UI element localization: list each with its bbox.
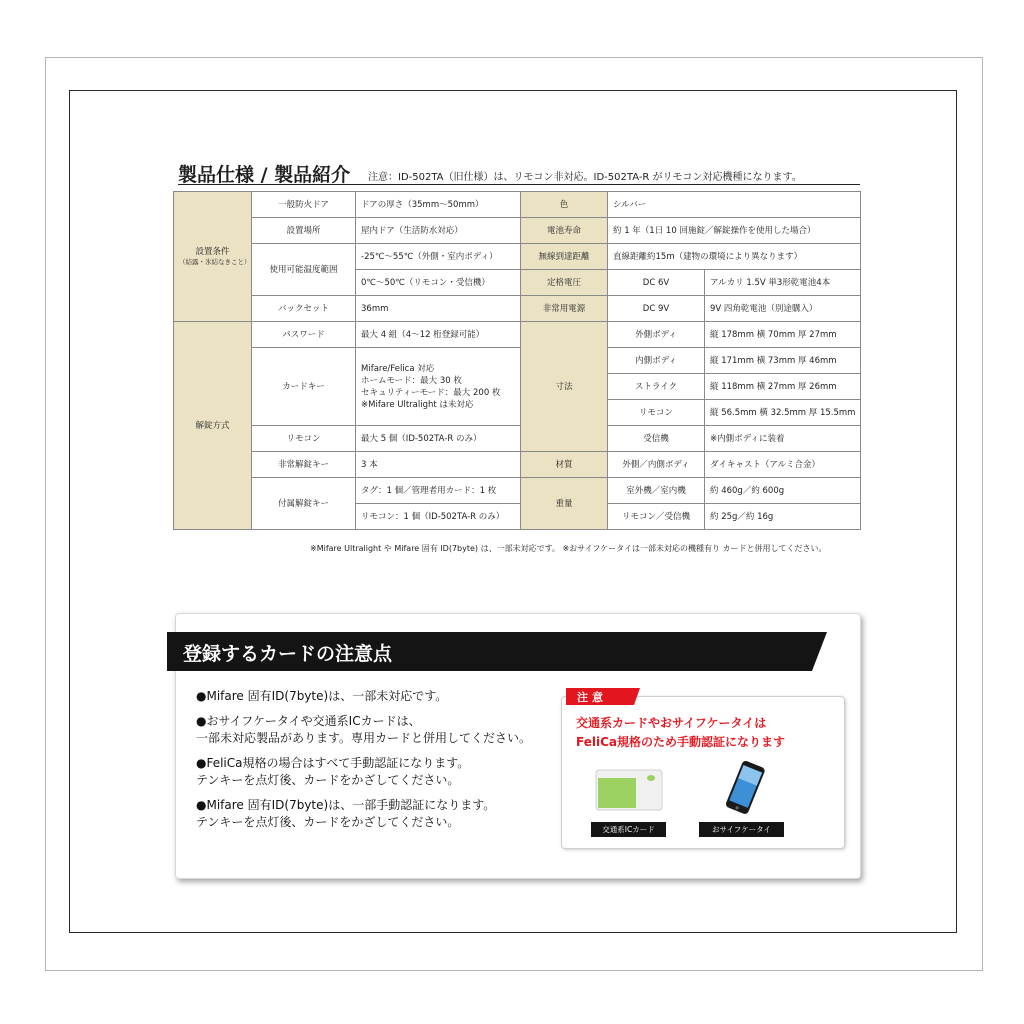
spec-value-cardkey [356, 348, 521, 426]
cardkey-line: セキュリティーモード：最大 200 枚 [361, 387, 501, 398]
table-row [174, 192, 861, 218]
table-row [174, 478, 861, 504]
spec-label: 色 [521, 192, 608, 218]
table-row [174, 452, 861, 478]
table-row [174, 426, 861, 452]
spec-value: -25℃〜55℃（外側・室内ボディ） [356, 244, 521, 270]
spec-value: 縦 171mm 横 73mm 厚 46mm [705, 348, 861, 374]
spec-value: 9V 四角乾電池（別途購入） [705, 296, 861, 322]
table-footnote: ※Mifare Ultralight や Mifare 固有 ID(7byte) は、一部未対応です。 ※おサイフケータイは一部未対応の機種有り カードと併用してください。 [310, 544, 827, 553]
spec-label: パスワード [252, 322, 356, 348]
table-row [174, 218, 861, 244]
title-note: 注意：ID-502TA（旧仕様）は、リモコン非対応。ID-502TA-R がリモコン対応機種になります。 [368, 172, 802, 183]
spec-value: リモコン：1 個（ID-502TA-R のみ） [356, 504, 521, 530]
spec-value: 3 本 [356, 452, 521, 478]
spec-value: 最大 4 組（4〜12 桁登録可能） [356, 322, 521, 348]
spec-label: 電池寿命 [521, 218, 608, 244]
spec-value: 36mm [356, 296, 521, 322]
spec-sublabel: 外側／内側ボディ [608, 452, 705, 478]
spec-value: 直線距離約15m（建物の環境により異なります） [608, 244, 861, 270]
spec-value: ※内側ボディに装着 [705, 426, 861, 452]
spec-label: 寸法 [521, 322, 608, 452]
card-notes-list [196, 688, 566, 839]
spec-value: 縦 56.5mm 横 32.5mm 厚 15.5mm [705, 400, 861, 426]
smartphone-icon [719, 759, 769, 817]
spec-value: シルバー [608, 192, 861, 218]
table-row [174, 244, 861, 270]
page-title: 製品仕様 / 製品紹介 [178, 164, 351, 186]
spec-table [173, 191, 861, 530]
category-unlock: 解錠方式 [174, 322, 252, 530]
spec-label: 一般防火ドア [252, 192, 356, 218]
spec-label: バックセット [252, 296, 356, 322]
cardkey-line: Mifare/Felica 対応 [361, 363, 435, 374]
spec-sublabel: リモコン [608, 400, 705, 426]
spec-sublabel: 受信機 [608, 426, 705, 452]
cardkey-line: ホームモード：最大 30 枚 [361, 375, 462, 386]
spec-sublabel: DC 9V [608, 296, 705, 322]
section-title: 登録するカードの注意点 [183, 643, 393, 665]
spec-sublabel: リモコン／受信機 [608, 504, 705, 530]
spec-value: ダイキャスト（アルミ合金） [705, 452, 861, 478]
table-row [174, 322, 861, 348]
list-item: ●FeliCa規格の場合はすべて手動認証になります。 テンキーを点灯後、カードをかざしてください。 [196, 756, 470, 787]
spec-value: 最大 5 個（ID-502TA-R のみ） [356, 426, 521, 452]
spec-value: アルカリ 1.5V 単3形乾電池4本 [705, 270, 861, 296]
spec-sublabel: 室外機／室内機 [608, 478, 705, 504]
list-item: ●Mifare 固有ID(7byte)は、一部手動認証になります。 テンキーを点灯後、カードをかざしてください。 [196, 798, 496, 829]
list-item: ●おサイフケータイや交通系ICカードは、 一部未対応製品があります。専用カードと併用してください。 [196, 714, 532, 745]
spec-label: 付属解錠キー [252, 478, 356, 530]
spec-value: 縦 118mm 横 27mm 厚 26mm [705, 374, 861, 400]
spec-label: 重量 [521, 478, 608, 530]
spec-sublabel: 内側ボディ [608, 348, 705, 374]
phone-label: おサイフケータイ [699, 822, 784, 837]
title-row [178, 160, 860, 185]
table-row [174, 296, 861, 322]
table-row [174, 348, 861, 374]
spec-value: 約 1 年（1日 10 回施錠／解錠操作を使用した場合） [608, 218, 861, 244]
ic-card-label: 交通系ICカード [591, 822, 666, 837]
spec-label: 無線到達距離 [521, 244, 608, 270]
list-item: ●Mifare 固有ID(7byte)は、一部未対応です。 [196, 689, 448, 703]
spec-label: 非常用電源 [521, 296, 608, 322]
cardkey-line: ※Mifare Ultralight は未対応 [361, 399, 474, 410]
caution-tag-label: 注意 [577, 691, 607, 704]
caution-message: 交通系カードやおサイフケータイは FeliCa規格のため手動認証になります [576, 716, 785, 749]
spec-label: 非常解錠キー [252, 452, 356, 478]
spec-label: 材質 [521, 452, 608, 478]
spec-sublabel: DC 6V [608, 270, 705, 296]
spec-value: 屋内ドア（生活防水対応） [356, 218, 521, 244]
spec-sublabel: 外側ボディ [608, 322, 705, 348]
spec-value: 0℃〜50℃（リモコン・受信機） [356, 270, 521, 296]
spec-sublabel: ストライク [608, 374, 705, 400]
ic-card-icon [595, 769, 663, 811]
spec-label: リモコン [252, 426, 356, 452]
spec-label: 設置場所 [252, 218, 356, 244]
spec-value: ドアの厚さ（35mm〜50mm） [356, 192, 521, 218]
spec-value: タグ：1 個／管理者用カード：1 枚 [356, 478, 521, 504]
spec-label: 定格電圧 [521, 270, 608, 296]
spec-value: 縦 178mm 横 70mm 厚 27mm [705, 322, 861, 348]
spec-value: 約 25g／約 16g [705, 504, 861, 530]
spec-label: カードキー [252, 348, 356, 426]
spec-value: 約 460g／約 600g [705, 478, 861, 504]
category-install: 設置条件 （結露・氷結なきこと） [174, 192, 252, 322]
spec-label: 使用可能温度範囲 [252, 244, 356, 296]
